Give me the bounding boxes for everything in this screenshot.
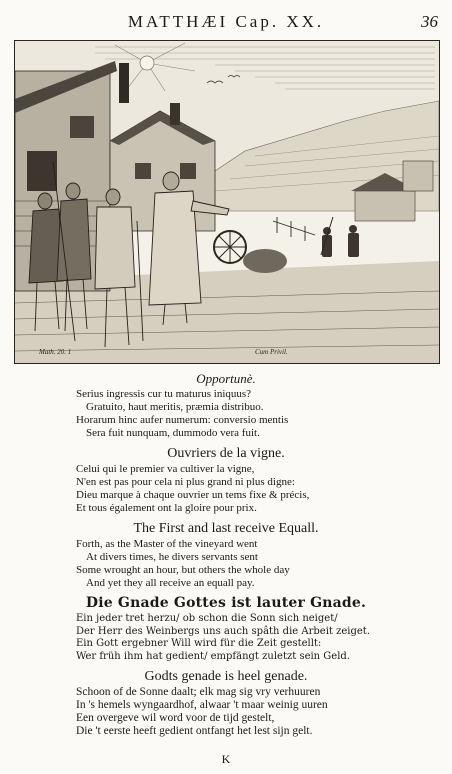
french-line: Dieu marque à chaque ouvrier un tems fixe & précis,: [76, 489, 310, 501]
german-line: Ein Gott ergebner Will wird für die Zeit gestellt:: [76, 638, 322, 649]
engraving-illustration: [14, 40, 440, 364]
french-stanza: [0, 463, 452, 515]
plate-reference: Math. 20. 1: [39, 348, 72, 356]
dutch-line: Die 't eerste heeft gedient ontfangt het lest sijn gelt.: [76, 725, 313, 737]
plate-privilege: Cum Privil.: [255, 348, 288, 356]
english-line: Forth, as the Master of the vineyard went: [76, 538, 258, 550]
latin-line: Serius ingressis cur tu maturus iniquus?: [76, 388, 252, 400]
german-line: Ein jeder tret herzu/ ob schon die Sonn sich neiget/: [76, 613, 338, 624]
english-title: The First and last receive Equall.: [133, 521, 319, 536]
french-line: Celui qui le premier va cultiver la vigne,: [76, 463, 255, 475]
german-stanza: [0, 613, 452, 663]
signature-mark: K: [221, 752, 231, 766]
french-line: N'en est pas pour cela ni plus grand ni plus digne:: [76, 476, 295, 488]
latin-stanza: [0, 388, 452, 440]
german-line: Wer früh ihm hat gedient/ empfängt zuletzt sein Geld.: [76, 650, 350, 662]
english-line: And yet they all receive an equall pay.: [86, 577, 255, 589]
latin-line: Horarum hinc aufer numerum: conversio mentis: [76, 414, 289, 426]
dutch-title: Godts genade is heel genade.: [144, 669, 308, 684]
dutch-line: Schoon of de Sonne daalt; elk mag sig vry verhuuren: [76, 686, 321, 698]
english-stanza: [0, 538, 452, 590]
german-line: Der Herr des Weinbergs uns auch spâth die Arbeit zeiget.: [76, 625, 370, 637]
latin-title: Opportunè.: [196, 371, 256, 386]
page-number: 36: [421, 12, 438, 31]
latin-line: Sera fuit nunquam, dummodo vera fuit.: [86, 427, 260, 439]
german-title: Die Gnade Gottes ist lauter Gnade.: [85, 595, 367, 611]
english-line: At divers times, he divers servants sent: [86, 551, 258, 563]
dutch-stanza: [0, 686, 452, 738]
english-line: Some wrought an hour, but others the whole day: [76, 564, 290, 576]
running-title: MATTHÆI Cap. XX.: [127, 12, 325, 31]
engraving-drawing: [15, 41, 439, 363]
latin-line: Gratuito, haut meritis, præmia distribuo.: [86, 401, 264, 413]
page-header: [0, 10, 452, 34]
french-title: Ouvriers de la vigne.: [167, 446, 285, 461]
dutch-line: In 's hemels wyngaardhof, alwaar 't maar weinig uuren: [76, 699, 328, 711]
french-line: Et tous également ont la gloire pour prix.: [76, 502, 257, 514]
verse-block: [0, 372, 452, 745]
dutch-line: Een overgeve wil word voor de tijd gestelt,: [76, 712, 275, 724]
